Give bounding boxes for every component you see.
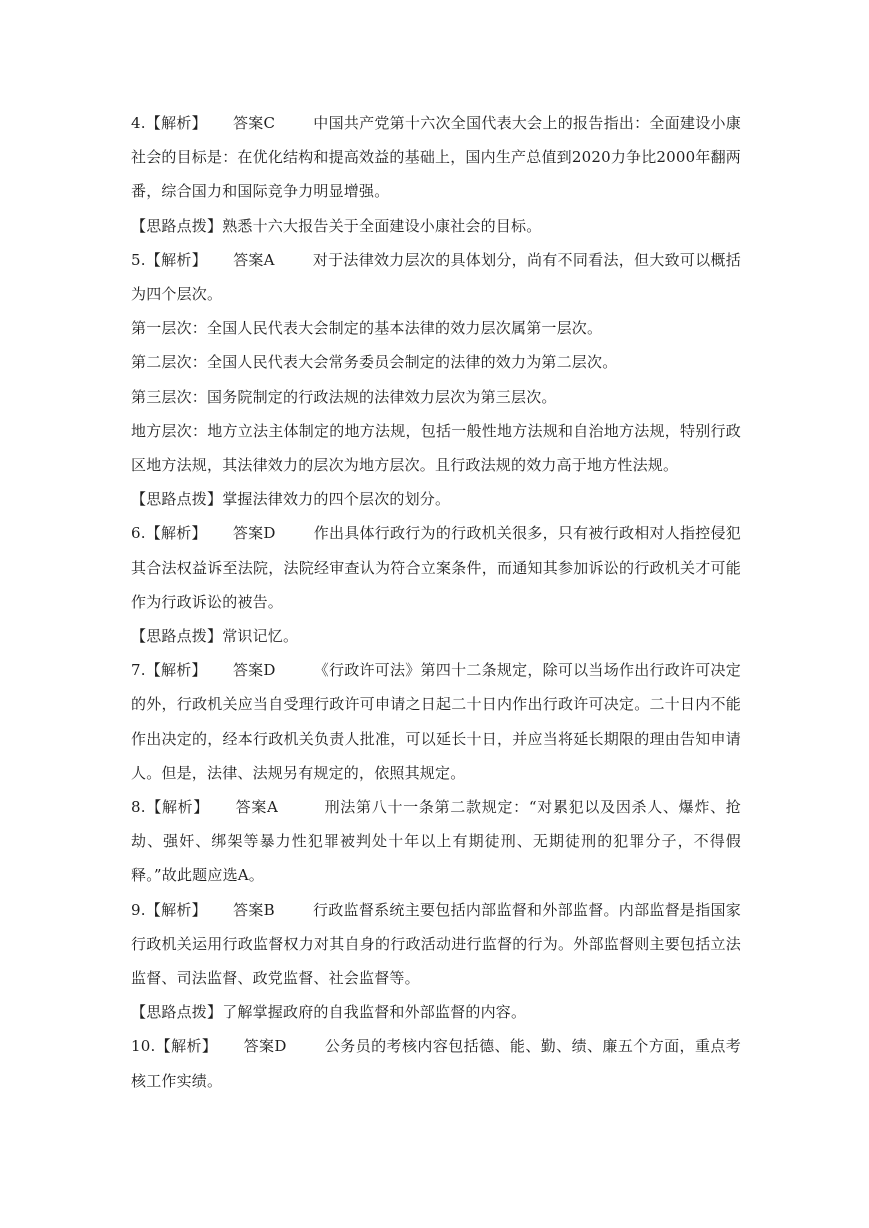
item-heading: 4.【解析】: [131, 114, 207, 132]
explanation-5: [131, 243, 741, 311]
item-heading: 5.【解析】: [131, 250, 207, 269]
tip-6: 【思路点拨】常识记忆。: [131, 627, 299, 646]
item-heading: 8.【解析】: [131, 798, 210, 817]
level-2-text: 第二层次：全国人民代表大会常务委员会制定的法律的效力为第二层次。: [131, 353, 618, 372]
explanation-6: [131, 516, 741, 619]
item-heading: 9.【解析】: [131, 900, 207, 919]
level-1-text: 第一层次：全国人民代表大会制定的基本法律的效力层次属第一层次。: [131, 319, 603, 338]
answer-label: 答案A: [235, 798, 279, 817]
tip-5: 【思路点拨】掌握法律效力的四个层次的划分。: [131, 490, 451, 509]
explanation-10: [131, 1029, 741, 1097]
explanation-text: 行政监督系统主要包括内部监督和外部监督。内部监督是指国家行政机关运用行政监督权力对其自身的行政活动进行监督的行为。外部监督则主要包括立法监督、司法监督、政党监督、社会监督等。: [131, 900, 742, 988]
explanation-text: 刑法第八十一条第二款规定：“对累犯以及因杀人、爆炸、抢劫、强奸、绑架等暴力性犯罪被判处十年以上有期徒刑、无期徒刑的犯罪分子，不得假释。”故此题应选A。: [131, 798, 742, 885]
explanation-9: [131, 893, 741, 996]
explanation-text: 《行政许可法》第四十二条规定，除可以当场作出行政许可决定的外，行政机关应当自受理行政许可申请之日起二十日内作出行政许可决定。二十日内不能作出决定的，经本行政机关负责人批准，可以延长十日，并应当将延长期限的理由告知申请人。但是，法律、法规另有规定的，依照其规定。: [131, 661, 741, 782]
explanation-text: 公务员的考核内容包括德、能、勤、绩、廉五个方面，重点考核工作实绩。: [131, 1037, 741, 1090]
answer-label: 答案D: [232, 661, 276, 680]
explanation-text: 对于法律效力层次的具体划分，尚有不同看法，但大致可以概括为四个层次。: [131, 250, 742, 304]
item-heading: 10.【解析】: [131, 1037, 218, 1056]
answer-label: 答案D: [232, 524, 276, 543]
item-heading: 6.【解析】: [131, 524, 207, 543]
local-level-text: 地方层次：地方立法主体制定的地方法规，包括一般性地方法规和自治地方法规，特别行政区地方法规，其法律效力的层次为地方层次。且行政法规的效力高于地方性法规。: [131, 421, 741, 475]
explanation-4: [131, 106, 741, 209]
answer-label: 答案C: [232, 114, 276, 132]
tip-4: 【思路点拨】熟悉十六大报告关于全面建设小康社会的目标。: [131, 216, 542, 235]
level-3-text: 第三层次：国务院制定的行政法规的法律效力层次为第三层次。: [131, 387, 557, 406]
tip-9: 【思路点拨】了解掌握政府的自我监督和外部监督的内容。: [131, 1003, 527, 1022]
item-heading: 7.【解析】: [131, 661, 207, 680]
explanation-8: [131, 790, 741, 893]
answer-label: 答案A: [233, 250, 275, 269]
explanation-text: 作出具体行政行为的行政机关很多，只有被行政相对人指控侵犯其合法权益诉至法院，法院经审查认为符合立案条件，而通知其参加诉讼的行政机关才可能作为行政诉讼的被告。: [131, 524, 741, 611]
explanation-7: [131, 653, 741, 790]
answer-label: 答案D: [243, 1037, 287, 1056]
answer-explanations: [131, 106, 741, 1098]
explanation-text: 中国共产党第十六次全国代表大会上的报告指出：全面建设小康社会的目标是：在优化结构和提高效益的基础上，国内生产总值到2020力争比2000年翻两番，综合国力和国际竞争力明显增强。: [131, 114, 741, 201]
answer-label: 答案B: [232, 900, 275, 919]
